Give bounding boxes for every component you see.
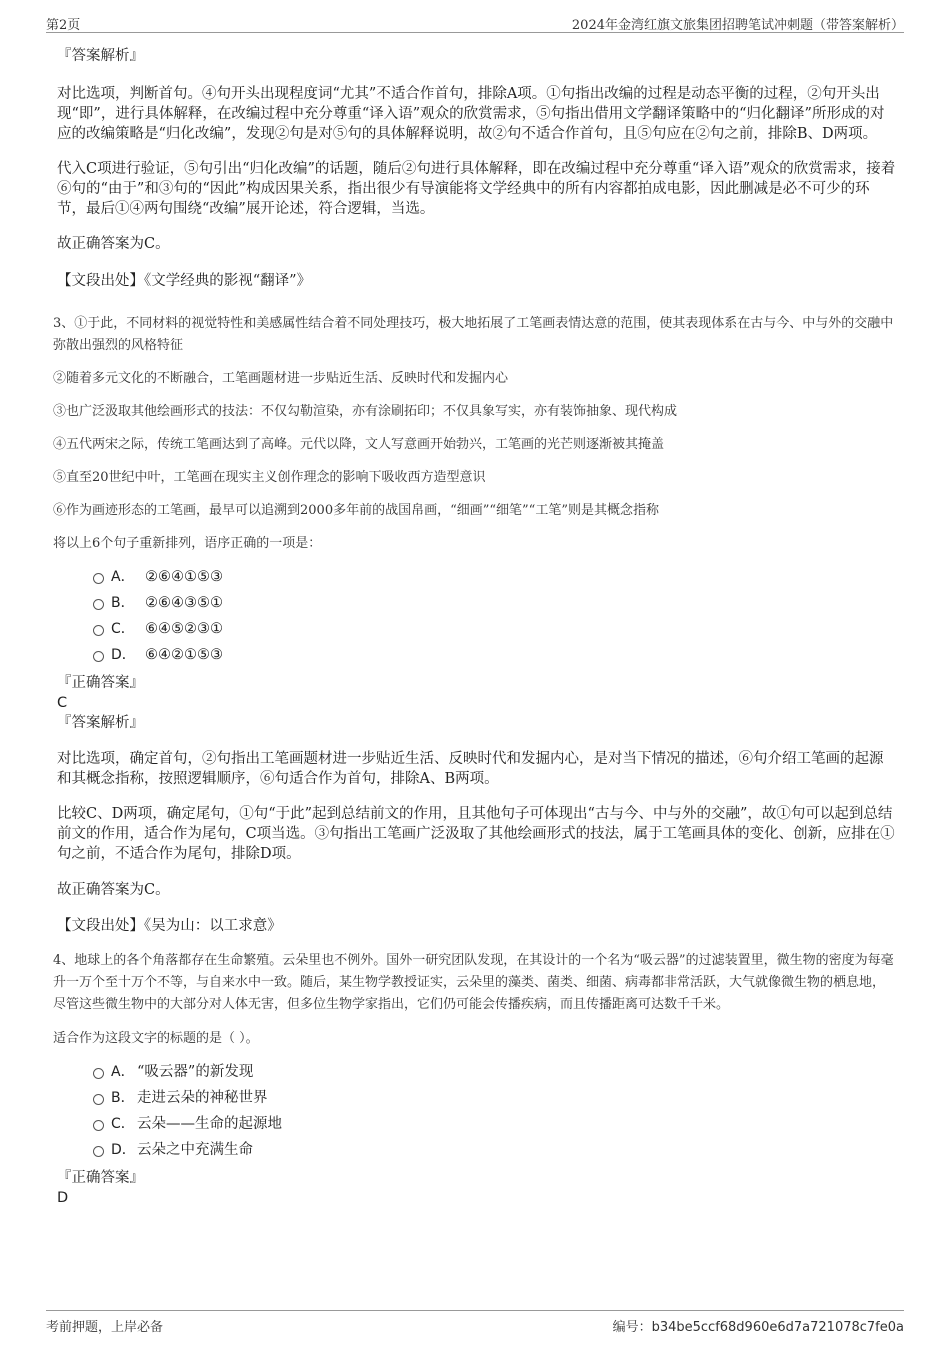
- option-d[interactable]: D． 云朵之中充满生命: [53, 1140, 897, 1166]
- document-title: 2024年金湾红旗文旅集团招聘笔试冲刺题（带答案解析）: [571, 18, 904, 33]
- option-text: ⑥④②①⑤③: [145, 647, 223, 663]
- radio-button[interactable]: [93, 651, 104, 662]
- code-label: 编号：: [612, 1320, 652, 1335]
- radio-button[interactable]: [93, 573, 104, 584]
- page-footer: [46, 1310, 904, 1335]
- source-citation: 【文段出处】《吴为山：以工求意》: [57, 918, 282, 934]
- page-number: 第2页: [46, 18, 81, 33]
- analysis-paragraph: 比较C、D两项，确定尾句，①句“于此”起到总结前文的作用，且其他句子可体现出“古与今、中与外的交融”，故①句可以起到总结前文的作用，适合作为尾句，C项当选。③句指出工笔画广泛汲取了其他绘画形式的技法，属于工笔画具体的变化、创新，应排在①句之前，不适合作为尾句，排除D项。: [57, 806, 895, 862]
- question-sentence: ⑤直至20世纪中叶，工笔画在现实主义创作理念的影响下吸收西方造型意识: [53, 470, 486, 485]
- correct-answer: D: [57, 1190, 69, 1206]
- radio-button[interactable]: [93, 1068, 104, 1079]
- option-text: 云朵——生命的起源地: [137, 1116, 282, 1132]
- option-text: ②⑥④①⑤③: [145, 569, 223, 585]
- option-b[interactable]: B． 走进云朵的神秘世界: [53, 1088, 897, 1114]
- question-prompt: 适合作为这段文字的标题的是（ ）。: [53, 1031, 259, 1046]
- question-sentence: ②随着多元文化的不断融合，工笔画题材进一步贴近生活、反映时代和发掘内心: [53, 371, 509, 386]
- question-prompt: 将以上6个句子重新排列，语序正确的一项是：: [53, 536, 322, 551]
- footer-slogan: 考前押题，上岸必备: [46, 1320, 164, 1335]
- analysis-conclusion: 故正确答案为C。: [57, 236, 170, 252]
- question-3: [53, 313, 897, 555]
- question-stem: 3、①于此，不同材料的视觉特性和美感属性结合着不同处理技巧，极大地拓展了工笔画表情达意的范围，使其表现体系在古与今、中与外的交融中弥散出强烈的风格特征: [53, 316, 894, 353]
- option-a[interactable]: A． ②⑥④①⑤③: [53, 567, 897, 593]
- option-c[interactable]: C． ⑥④⑤②③①: [53, 619, 897, 645]
- radio-button[interactable]: [93, 1094, 104, 1105]
- option-b[interactable]: B． ②⑥④③⑤①: [53, 593, 897, 619]
- option-a[interactable]: A． “吸云器”的新发现: [53, 1062, 897, 1088]
- option-c[interactable]: C． 云朵——生命的起源地: [53, 1114, 897, 1140]
- question-stem: 4、地球上的各个角落都存在生命繁殖。云朵里也不例外。国外一研究团队发现，在其设计的一个名为“吸云器”的过滤装置里，微生物的密度为每毫升一万个至十万个不等，与自来水中一致。随后，某生物学教授证实，云朵里的藻类、菌类、细菌、病毒都非常活跃，大气就像微生物的栖息地，尽管这些微生物中的大部分对人体无害，但多位生物学家指出，它们仍可能会传播疾病，而且传播距离可达数千千米。: [53, 953, 894, 1012]
- option-text: 走进云朵的神秘世界: [137, 1090, 268, 1106]
- question-4: [53, 950, 897, 1050]
- question-sentence: ⑥作为画迹形态的工笔画，最早可以追溯到2000多年前的战国帛画，“细画”“细笔”“工笔”则是其概念指称: [53, 503, 659, 518]
- radio-button[interactable]: [93, 1146, 104, 1157]
- analysis-conclusion: 故正确答案为C。: [57, 882, 170, 898]
- page-content: [53, 46, 897, 1208]
- option-text: “吸云器”的新发现: [137, 1064, 254, 1080]
- page-header: [46, 12, 904, 33]
- source-citation: 【文段出处】《文学经典的影视“翻译”》: [57, 273, 312, 289]
- correct-answer: C: [57, 695, 68, 711]
- question-sentence: ③也广泛汲取其他绘画形式的技法：不仅勾勒渲染，亦有涂刷拓印；不仅具象写实，亦有装饰抽象、现代构成: [53, 404, 678, 419]
- option-text: ⑥④⑤②③①: [145, 621, 223, 637]
- correct-answer-label: 『正确答案』: [57, 675, 144, 691]
- analysis-paragraph: 代入C项进行验证，⑤句引出“归化改编”的话题，随后②句进行具体解释，即在改编过程中充分尊重“译入语”观众的欣赏需求，接着⑥句的“由于”和③句的“因此”构成因果关系，指出很少有导演能将文学经典中的所有内容都拍成电影，因此删减是必不可少的环节，最后①④两句围绕“改编”展开论述，符合逻辑，当选。: [57, 161, 896, 217]
- document-code: [613, 1316, 904, 1335]
- analysis-paragraph: 对比选项，判断首句。④句开头出现程度词“尤其”不适合作首句，排除A项。①句指出改编的过程是动态平衡的过程，②句开头出现“即”，进行具体解释，在改编过程中充分尊重“译入语”观众的欣赏需求，⑤句指出借用文学翻译策略中的“归化翻译”所形成的对应的改编策略是“归化改编”，发现②句是对⑤句的具体解释说明，故②句不适合作首句，且⑤句应在②句之前，排除B、D两项。: [57, 86, 885, 142]
- question-sentence: ④五代两宋之际，传统工笔画达到了高峰。元代以降，文人写意画开始勃兴，工笔画的光芒则逐渐被其掩盖: [53, 437, 665, 452]
- analysis-label: 『答案解析』: [57, 48, 144, 64]
- options-q4: [53, 1062, 897, 1166]
- option-text: ②⑥④③⑤①: [145, 595, 223, 611]
- code-value: b34be5ccf68d960e6d7a721078c7fe0a: [651, 1320, 904, 1335]
- radio-button[interactable]: [93, 625, 104, 636]
- radio-button[interactable]: [93, 1120, 104, 1131]
- option-d[interactable]: D． ⑥④②①⑤③: [53, 645, 897, 671]
- options-q3: [53, 567, 897, 671]
- radio-button[interactable]: [93, 599, 104, 610]
- analysis-label: 『答案解析』: [57, 715, 144, 731]
- correct-answer-label: 『正确答案』: [57, 1170, 144, 1186]
- option-text: 云朵之中充满生命: [137, 1142, 253, 1158]
- analysis-paragraph: 对比选项，确定首句，②句指出工笔画题材进一步贴近生活、反映时代和发掘内心，是对当下情况的描述，⑥句介绍工笔画的起源和其概念指称，按照逻辑顺序，⑥句适合作为首句，排除A、B两项。: [57, 751, 884, 787]
